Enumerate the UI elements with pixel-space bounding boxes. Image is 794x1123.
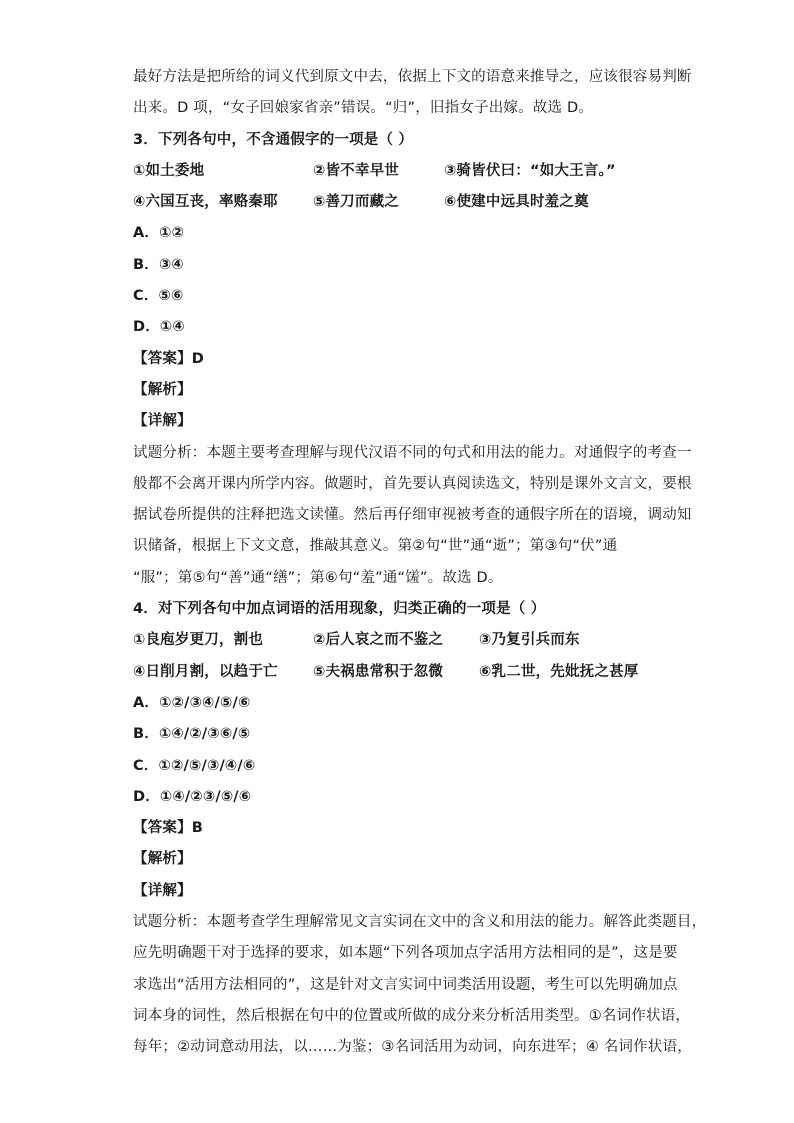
q3-option-b: B．③④ [133, 256, 184, 273]
q4-sentence-5: ⑤夫祸患常积于忽微 [313, 663, 444, 680]
q3-detail-heading: 【详解】 [133, 413, 192, 430]
q3-analysis-heading: 【解析】 [133, 381, 192, 398]
q4-detail-heading: 【详解】 [133, 882, 192, 899]
q3-sentences-row-2 [133, 187, 663, 218]
q4-explain-line-4: 词本身的词性，然后根据在句中的位置或所做的成分来分析活用类型。①名词作状语， [133, 1007, 691, 1024]
q3-option-c: C．⑤⑥ [133, 288, 184, 305]
q4-stem: 4．对下列各句中加点词语的活用现象，归类正确的一项是（ ） [133, 601, 546, 618]
document-page [133, 62, 707, 1064]
q3-sentences-row-1 [133, 156, 663, 187]
q3-answer: 【答案】D [133, 350, 205, 367]
q3-explain-line-2: 般都不会离开课内所学内容。做题时，首先要认真阅读选文，特别是课外文言文，要根 [133, 475, 692, 492]
q3-option-a: A．①② [133, 225, 185, 242]
q4-sentences-row-2 [133, 657, 663, 688]
q4-sentence-4: ④日削月割，以趋于亡 [133, 663, 278, 680]
q3-option-d: D．①④ [133, 319, 185, 336]
intro-line-1: 最好方法是把所给的词义代到原文中去，依据上下文的语意来推导之，应该很容易判断 [133, 69, 692, 85]
q4-option-a: A．①②/③④/⑤/⑥ [133, 694, 251, 711]
q4-option-d: D．①④/②③/⑤/⑥ [133, 788, 252, 805]
q4-analysis-heading: 【解析】 [133, 851, 192, 868]
q4-sentence-6: ⑥乳二世，先妣抚之甚厚 [479, 663, 639, 680]
q3-sentence-1: ①如土委地 [133, 162, 205, 179]
q3-sentence-5: ⑤善刀而藏之 [313, 194, 399, 211]
q4-sentence-3: ③乃复引兵而东 [479, 632, 580, 649]
q4-explain-line-3: 求选出“活用方法相同的”，这是针对文言实词中词类活用设题，考生可以先明确加点 [133, 976, 678, 993]
q4-sentence-1: ①良庖岁更刀，割也 [133, 632, 264, 649]
q4-option-c: C．①②/⑤/③/④/⑥ [133, 757, 256, 774]
q4-option-b: B．①④/②/③⑥/⑤ [133, 726, 251, 743]
q3-explain-line-3: 据试卷所提供的注释把选文读懂。然后再仔细审视被考查的通假字所在的语境，调动知 [133, 507, 692, 524]
q4-sentence-2: ②后人哀之而不鉴之 [313, 632, 444, 649]
q3-explain-line-4: 识储备，根据上下文文意，推敲其意义。第②句“世”通“逝”；第③句“伏”通 [133, 538, 618, 555]
q3-stem: 3．下列各句中，不含通假字的一项是（ ） [133, 131, 414, 148]
q4-explain-line-5: 每年；②动词意动用法，以……为鉴；③名词活用为动词，向东进军；④ 名词作状语， [133, 1039, 692, 1056]
q3-explain-line-1: 试题分析：本题主要考查理解与现代汉语不同的句式和用法的能力。对通假字的考查一 [133, 444, 692, 461]
q3-explain-line-5: “服”；第⑤句“善”通“缮”；第⑥句“羞”通“馐”。故选 D。 [133, 569, 503, 586]
q3-sentence-4: ④六国互丧，率赂秦耶 [133, 194, 278, 211]
q3-sentence-3: ③骑皆伏曰：“如大王言。” [444, 162, 616, 179]
q4-explain-line-1: 试题分析：本题考查学生理解常见文言实词在文中的含义和用法的能力。解答此类题目， [133, 914, 707, 931]
q4-answer: 【答案】B [133, 820, 204, 837]
q4-explain-line-2: 应先明确题干对于选择的要求，如本题“下列各项加点字活用方法相同的是”，这是要 [133, 945, 678, 962]
q3-sentence-6: ⑥使建中远具时羞之奠 [444, 194, 589, 211]
q3-sentence-2: ②皆不幸早世 [313, 162, 399, 179]
q4-sentences-row-1 [133, 625, 663, 656]
intro-line-2: 出来。D 项，“女子回娘家省亲”错误。“归”，旧指女子出嫁。故选 D。 [133, 100, 594, 117]
